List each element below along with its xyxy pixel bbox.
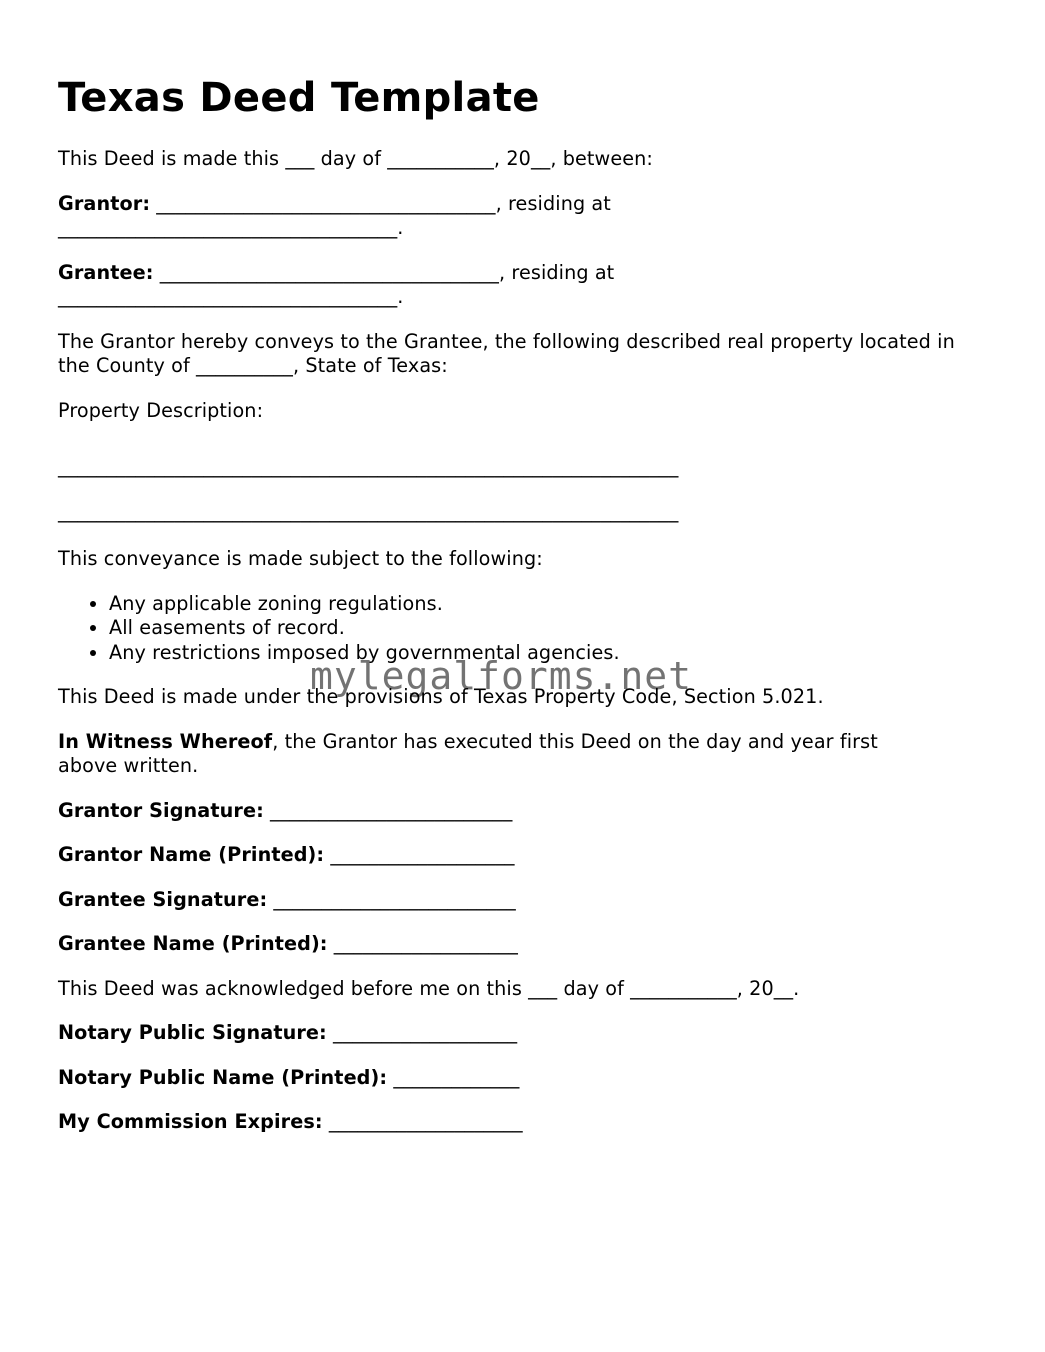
grantee-blank: ___________________________________, residing at (153, 260, 615, 284)
grantee-line (58, 261, 988, 310)
commission-expires-field (58, 1110, 988, 1135)
grantee-name-blank: ___________________ (327, 932, 518, 955)
notary-signature-label: Notary Public Signature: (58, 1021, 327, 1044)
grantor-blank: ___________________________________, residing at (150, 191, 611, 215)
notary-signature-blank: ___________________ (326, 1021, 518, 1044)
grantor-name-field (58, 843, 988, 868)
notary-name-blank: _____________ (387, 1065, 520, 1089)
commission-expires-blank: ____________________ (322, 1110, 523, 1133)
property-description-line-1: ________________________________________________________________ (58, 455, 679, 478)
grantee-signature-field (58, 888, 988, 913)
condition-item: • Any restrictions imposed by governmental agencies. (109, 641, 988, 666)
witness-rest: , the Grantor has executed this Deed on the day and year first above written. (58, 729, 878, 777)
subject-intro: This conveyance is made subject to the following: (58, 547, 543, 570)
witness-bold: In Witness Whereof (58, 729, 273, 753)
document-page (58, 70, 988, 1135)
grantee-address-blank: ___________________________________. (58, 285, 404, 308)
grantee-signature-blank: _________________________ (267, 887, 516, 911)
grantor-name-blank: ___________________ (324, 843, 515, 866)
grantor-address-blank: ___________________________________. (58, 216, 404, 239)
grantor-line (58, 192, 988, 241)
grantor-name-label: Grantor Name (Printed): (58, 843, 325, 866)
condition-item: • All easements of record. (109, 616, 988, 641)
grantor-label: Grantor: (58, 191, 151, 215)
commission-expires-label: My Commission Expires: (58, 1110, 323, 1133)
grantor-signature-field (58, 799, 988, 824)
grantee-name-field (58, 932, 988, 957)
property-description-line-2: ________________________________________________________________ (58, 499, 679, 523)
grantor-signature-label: Grantor Signature: (58, 798, 264, 822)
provisions-text: This Deed is made under the provisions of Texas Property Code, Section 5.021. (58, 685, 824, 708)
document-title: Texas Deed Template (58, 75, 540, 121)
notary-name-field (58, 1066, 988, 1091)
property-description-label: Property Description: (58, 398, 264, 422)
grantee-label: Grantee: (58, 260, 154, 284)
grantee-name-label: Grantee Name (Printed): (58, 932, 328, 955)
condition-item: • Any applicable zoning regulations. (109, 592, 988, 617)
notary-signature-field (58, 1021, 988, 1046)
conveyance-text: The Grantor hereby conveys to the Grantee, the following described real property located in the County of __________, State of Texas: (58, 329, 955, 377)
notary-name-label: Notary Public Name (Printed): (58, 1065, 388, 1089)
grantee-signature-label: Grantee Signature: (58, 887, 268, 911)
witness-text (58, 730, 938, 779)
intro-text: This Deed is made this ___ day of ___________, 20__, between: (58, 147, 653, 170)
watermark: mylegalforms.net (310, 654, 693, 698)
grantor-signature-blank: _________________________ (263, 798, 513, 822)
acknowledgment-text: This Deed was acknowledged before me on this ___ day of ___________, 20__. (58, 976, 800, 1000)
